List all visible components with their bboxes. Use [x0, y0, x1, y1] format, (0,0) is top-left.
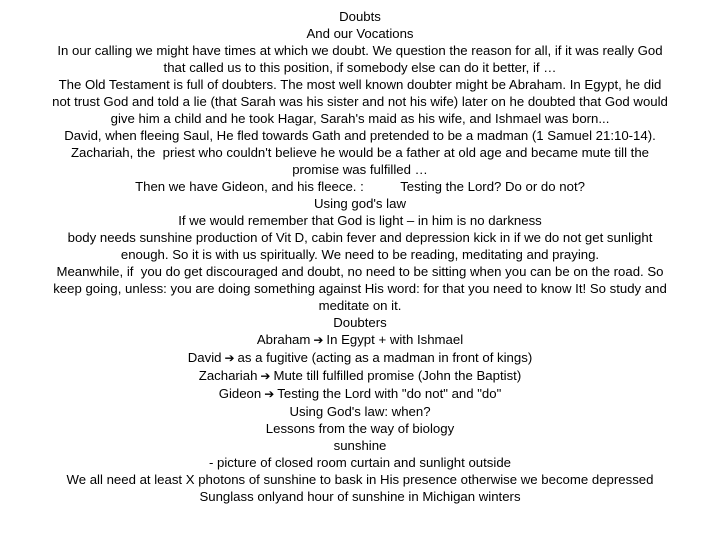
- document-body: [0, 8, 720, 505]
- paragraph-line: that called us to this position, if somebody else can do it better, if …: [163, 60, 557, 75]
- paragraph-line: David, when fleeing Saul, He fled towards Gath and pretended to be a madman (1 Samuel 21:10-14).: [64, 128, 656, 143]
- doubter-item: [0, 367, 720, 385]
- paragraph-line: The Old Testament is full of doubters. The most well known doubter might be Abraham. In Egypt, he did: [58, 77, 662, 92]
- section-heading: Using god's law: [314, 196, 406, 211]
- doubter-description: as a fugitive (acting as a madman in front of kings): [237, 350, 533, 365]
- doubter-item: [0, 385, 720, 403]
- doubter-description: In Egypt + with Ishmael: [326, 332, 464, 347]
- paragraph-line: In our calling we might have times at which we doubt. We question the reason for all, if it was really God: [57, 43, 663, 58]
- doubter-item: [0, 331, 720, 349]
- doubter-name: David: [187, 350, 222, 365]
- paragraph-line: Lessons from the way of biology: [265, 421, 455, 436]
- paragraph-line: Meanwhile, if you do get discouraged and doubt, no need to be sitting when you can be on the road. So: [56, 264, 664, 279]
- paragraph-line: body needs sunshine production of Vit D, cabin fever and depression kick in if we do not get sunlight: [67, 230, 653, 245]
- paragraph-line: Sunglass onlyand hour of sunshine in Michigan winters: [199, 489, 521, 504]
- paragraph-line: Zachariah, the priest who couldn't believe he would be a father at old age and became mute till the: [71, 145, 649, 160]
- doc-subtitle: And our Vocations: [306, 26, 414, 41]
- paragraph-line: promise was fulfilled …: [292, 162, 428, 177]
- paragraph-line: keep going, unless: you are doing something against His word: for that you need to know It! So study and: [53, 281, 667, 296]
- doubter-description: Mute till fulfilled promise (John the Baptist): [273, 368, 522, 383]
- paragraph-line: We all need at least X photons of sunshine to bask in His presence otherwise we become depressed: [66, 472, 654, 487]
- doubter-item: [0, 349, 720, 367]
- arrow-right-icon: ➔: [264, 387, 275, 401]
- paragraph-line: Then we have Gideon, and his fleece. : Testing the Lord? Do or do not?: [135, 179, 585, 194]
- paragraph-line: If we would remember that God is light – in him is no darkness: [178, 213, 542, 228]
- doubter-name: Abraham: [256, 332, 311, 347]
- doubter-name: Gideon: [218, 386, 262, 401]
- paragraph-line: not trust God and told a lie (that Sarah was his sister and not his wife) later on he doubted that God would: [52, 94, 668, 109]
- paragraph-line: enough. So it is with us spiritually. We need to be reading, meditating and praying.: [120, 247, 600, 262]
- section-heading: Doubters: [333, 315, 387, 330]
- doc-title: Doubts: [339, 9, 381, 24]
- doubter-description: Testing the Lord with "do not" and "do": [277, 386, 502, 401]
- arrow-right-icon: ➔: [313, 333, 324, 347]
- paragraph-line: - picture of closed room curtain and sunlight outside: [208, 455, 511, 470]
- section-heading: Using God's law: when?: [289, 404, 431, 419]
- paragraph-line: give him a child and he took Hagar, Sarah's maid as his wife, and Ishmael was born...: [110, 111, 610, 126]
- arrow-right-icon: ➔: [260, 369, 271, 383]
- arrow-right-icon: ➔: [224, 351, 235, 365]
- paragraph-line: meditate on it.: [318, 298, 402, 313]
- paragraph-line: sunshine: [333, 438, 387, 453]
- doubter-name: Zachariah: [198, 368, 258, 383]
